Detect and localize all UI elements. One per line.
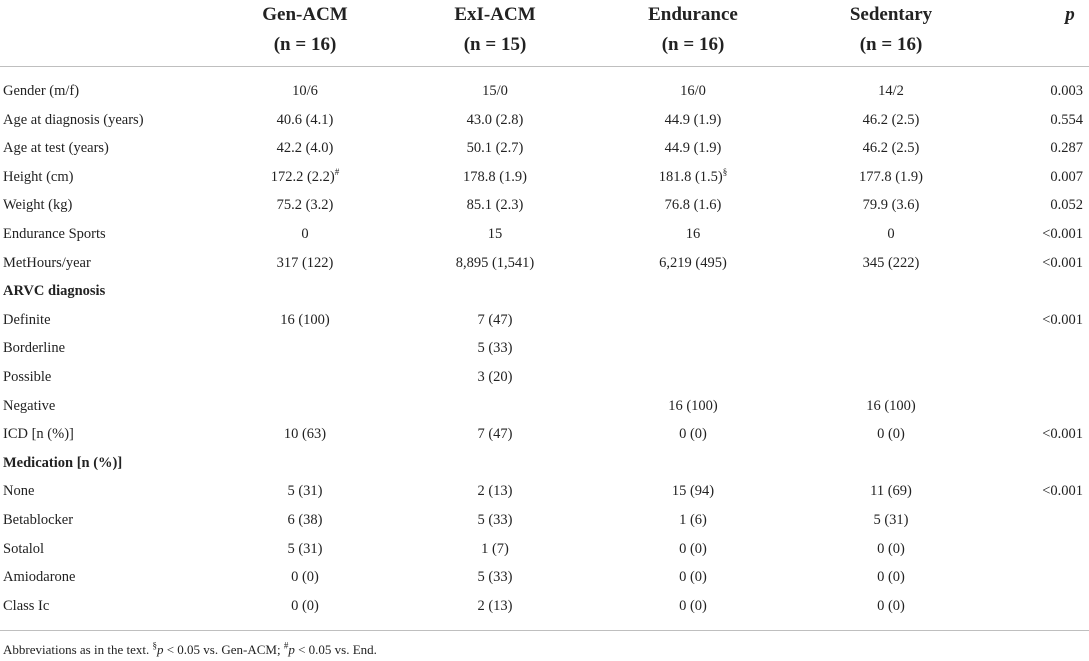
table-cell: 5 (33) — [477, 569, 513, 586]
table-cell: 14/2 — [878, 83, 904, 99]
row-label: ARVC diagnosis — [3, 283, 106, 300]
row-label: ICD [n (%)] — [3, 426, 74, 443]
table-row — [0, 563, 1089, 591]
table-cell: 0 (0) — [877, 597, 905, 614]
table-cell: 1 (6) — [679, 512, 707, 528]
table-row — [0, 220, 1089, 248]
header-divider — [0, 66, 1089, 67]
table-cell: 0 (0) — [877, 569, 905, 586]
footnote-text-a: Abbreviations as in the text. — [3, 642, 153, 657]
table-cell: 5 (31) — [287, 540, 323, 557]
row-label: Betablocker — [3, 512, 74, 528]
cell-superscript: # — [334, 166, 340, 177]
table-cell: 177.8 (1.9) — [858, 168, 924, 185]
table-cell: 16 — [685, 226, 701, 242]
row-label: MetHours/year — [3, 254, 91, 271]
table-cell: 5 (31) — [287, 483, 323, 500]
column-header-name: ExI-ACM — [454, 4, 536, 25]
table-row — [0, 449, 1089, 477]
table-cell: 15 (94) — [671, 483, 715, 500]
table-row — [0, 77, 1089, 105]
column-header-exi-acm — [395, 0, 595, 60]
p-value-cell: 0.052 — [1050, 197, 1083, 214]
footer-divider — [0, 630, 1089, 631]
row-label: Height (cm) — [3, 168, 74, 185]
row-label: Weight (kg) — [3, 197, 73, 214]
table-cell: 0 (0) — [679, 426, 707, 443]
p-value-cell: <0.001 — [1042, 226, 1083, 242]
table-row — [0, 363, 1089, 391]
row-label: Negative — [3, 397, 56, 414]
p-value-cell: 0.287 — [1050, 140, 1083, 157]
table-cell: 2 (13) — [477, 483, 513, 500]
p-value-cell: 0.554 — [1050, 111, 1083, 128]
row-label: Gender (m/f) — [3, 83, 80, 99]
table-cell: 178.8 (1.9) — [462, 168, 528, 185]
p-value-cell: <0.001 — [1042, 254, 1083, 271]
table-cell: 8,895 (1,541) — [455, 254, 535, 271]
table-row — [0, 163, 1089, 191]
row-label: Amiodarone — [3, 569, 76, 586]
table-cell: 76.8 (1.6) — [664, 197, 722, 214]
row-label: Age at diagnosis (years) — [3, 111, 144, 128]
column-header-sedentary — [791, 0, 991, 60]
table-row — [0, 249, 1089, 277]
table-cell: 181.8 (1.5)§ — [658, 166, 728, 185]
table-cell: 0 (0) — [679, 569, 707, 586]
table-row — [0, 334, 1089, 362]
table-cell: 5 (31) — [873, 512, 909, 528]
column-header-n: (n = 16) — [859, 34, 923, 55]
table-cell: 40.6 (4.1) — [276, 111, 334, 128]
row-label: Endurance Sports — [3, 226, 106, 242]
table-row — [0, 420, 1089, 448]
column-header-name: Endurance — [648, 4, 738, 25]
table-cell: 15 — [487, 226, 503, 242]
table-cell: 5 (33) — [477, 340, 513, 357]
row-label: Definite — [3, 311, 51, 328]
p-value-cell: 0.003 — [1050, 83, 1083, 99]
column-header-name: Gen-ACM — [262, 4, 348, 25]
table-cell: 0 (0) — [877, 426, 905, 443]
table-cell: 46.2 (2.5) — [862, 140, 920, 157]
table-row — [0, 477, 1089, 505]
table-cell: 11 (69) — [870, 483, 912, 500]
table-cell: 44.9 (1.9) — [664, 111, 722, 128]
row-label: Medication [n (%)] — [3, 454, 123, 471]
table-cell: 172.2 (2.2)# — [270, 166, 340, 185]
column-header-gen-acm — [205, 0, 405, 60]
table-cell: 79.9 (3.6) — [862, 197, 920, 214]
table-cell: 44.9 (1.9) — [664, 140, 722, 157]
table-row — [0, 506, 1089, 534]
table-row — [0, 592, 1089, 620]
row-label: Possible — [3, 369, 52, 385]
table-cell: 42.2 (4.0) — [276, 140, 334, 157]
table-cell: 75.2 (3.2) — [276, 197, 334, 214]
table-row — [0, 392, 1089, 420]
table-row — [0, 535, 1089, 563]
row-label: Sotalol — [3, 540, 45, 557]
column-header-n: (n = 15) — [463, 34, 527, 55]
column-header-n: (n = 16) — [273, 34, 337, 55]
table-cell: 317 (122) — [276, 254, 334, 271]
p-value-cell: <0.001 — [1042, 483, 1083, 500]
table-cell: 5 (33) — [477, 512, 513, 528]
table-cell: 10/6 — [292, 83, 318, 99]
table-cell: 6 (38) — [287, 512, 323, 528]
table-row — [0, 306, 1089, 334]
p-value-cell: <0.001 — [1042, 426, 1083, 443]
p-value-cell: <0.001 — [1042, 311, 1083, 328]
row-label: Class Ic — [3, 597, 50, 614]
table-row — [0, 277, 1089, 305]
table-cell: 7 (47) — [477, 426, 513, 443]
table-row — [0, 134, 1089, 162]
cell-superscript: § — [722, 166, 728, 177]
table-cell: 1 (7) — [481, 540, 509, 557]
table-cell: 10 (63) — [283, 426, 327, 443]
table-cell: 0 (0) — [291, 597, 319, 614]
table-row — [0, 191, 1089, 219]
row-label: None — [3, 483, 35, 500]
table-cell: 0 (0) — [877, 540, 905, 557]
table-cell: 0 — [887, 226, 895, 242]
table-cell: 345 (222) — [862, 254, 920, 271]
table-cell: 3 (20) — [477, 369, 513, 385]
table-cell: 0 (0) — [679, 597, 707, 614]
table-cell: 16/0 — [680, 83, 706, 99]
column-header-endurance — [593, 0, 793, 60]
table-cell: 50.1 (2.7) — [466, 140, 524, 157]
table-cell: 2 (13) — [477, 597, 513, 614]
table-cell: 0 (0) — [679, 540, 707, 557]
column-header-n: (n = 16) — [661, 34, 725, 55]
table-cell: 7 (47) — [477, 311, 513, 328]
row-label: Age at test (years) — [3, 140, 109, 157]
table-header — [0, 0, 1089, 66]
table-cell: 6,219 (495) — [659, 254, 727, 271]
table-footnote: Abbreviations as in the text. §p < 0.05 vs. Gen-ACM; #p < 0.05 vs. End. — [3, 640, 377, 657]
p-value-cell: 0.007 — [1050, 168, 1083, 185]
column-header-name: Sedentary — [849, 4, 933, 25]
table-cell: 16 (100) — [866, 397, 916, 414]
table-row — [0, 106, 1089, 134]
table-cell: 0 — [301, 226, 309, 242]
table-cell: 16 (100) — [668, 397, 718, 414]
table-cell: 15/0 — [482, 83, 508, 99]
table-cell: 46.2 (2.5) — [862, 111, 920, 128]
row-label: Borderline — [3, 340, 66, 357]
column-header-p: p — [1065, 4, 1075, 25]
table-cell: 0 (0) — [291, 569, 319, 586]
table-cell: 16 (100) — [280, 311, 330, 328]
table-cell: 85.1 (2.3) — [466, 197, 524, 214]
table-cell: 43.0 (2.8) — [466, 111, 524, 128]
